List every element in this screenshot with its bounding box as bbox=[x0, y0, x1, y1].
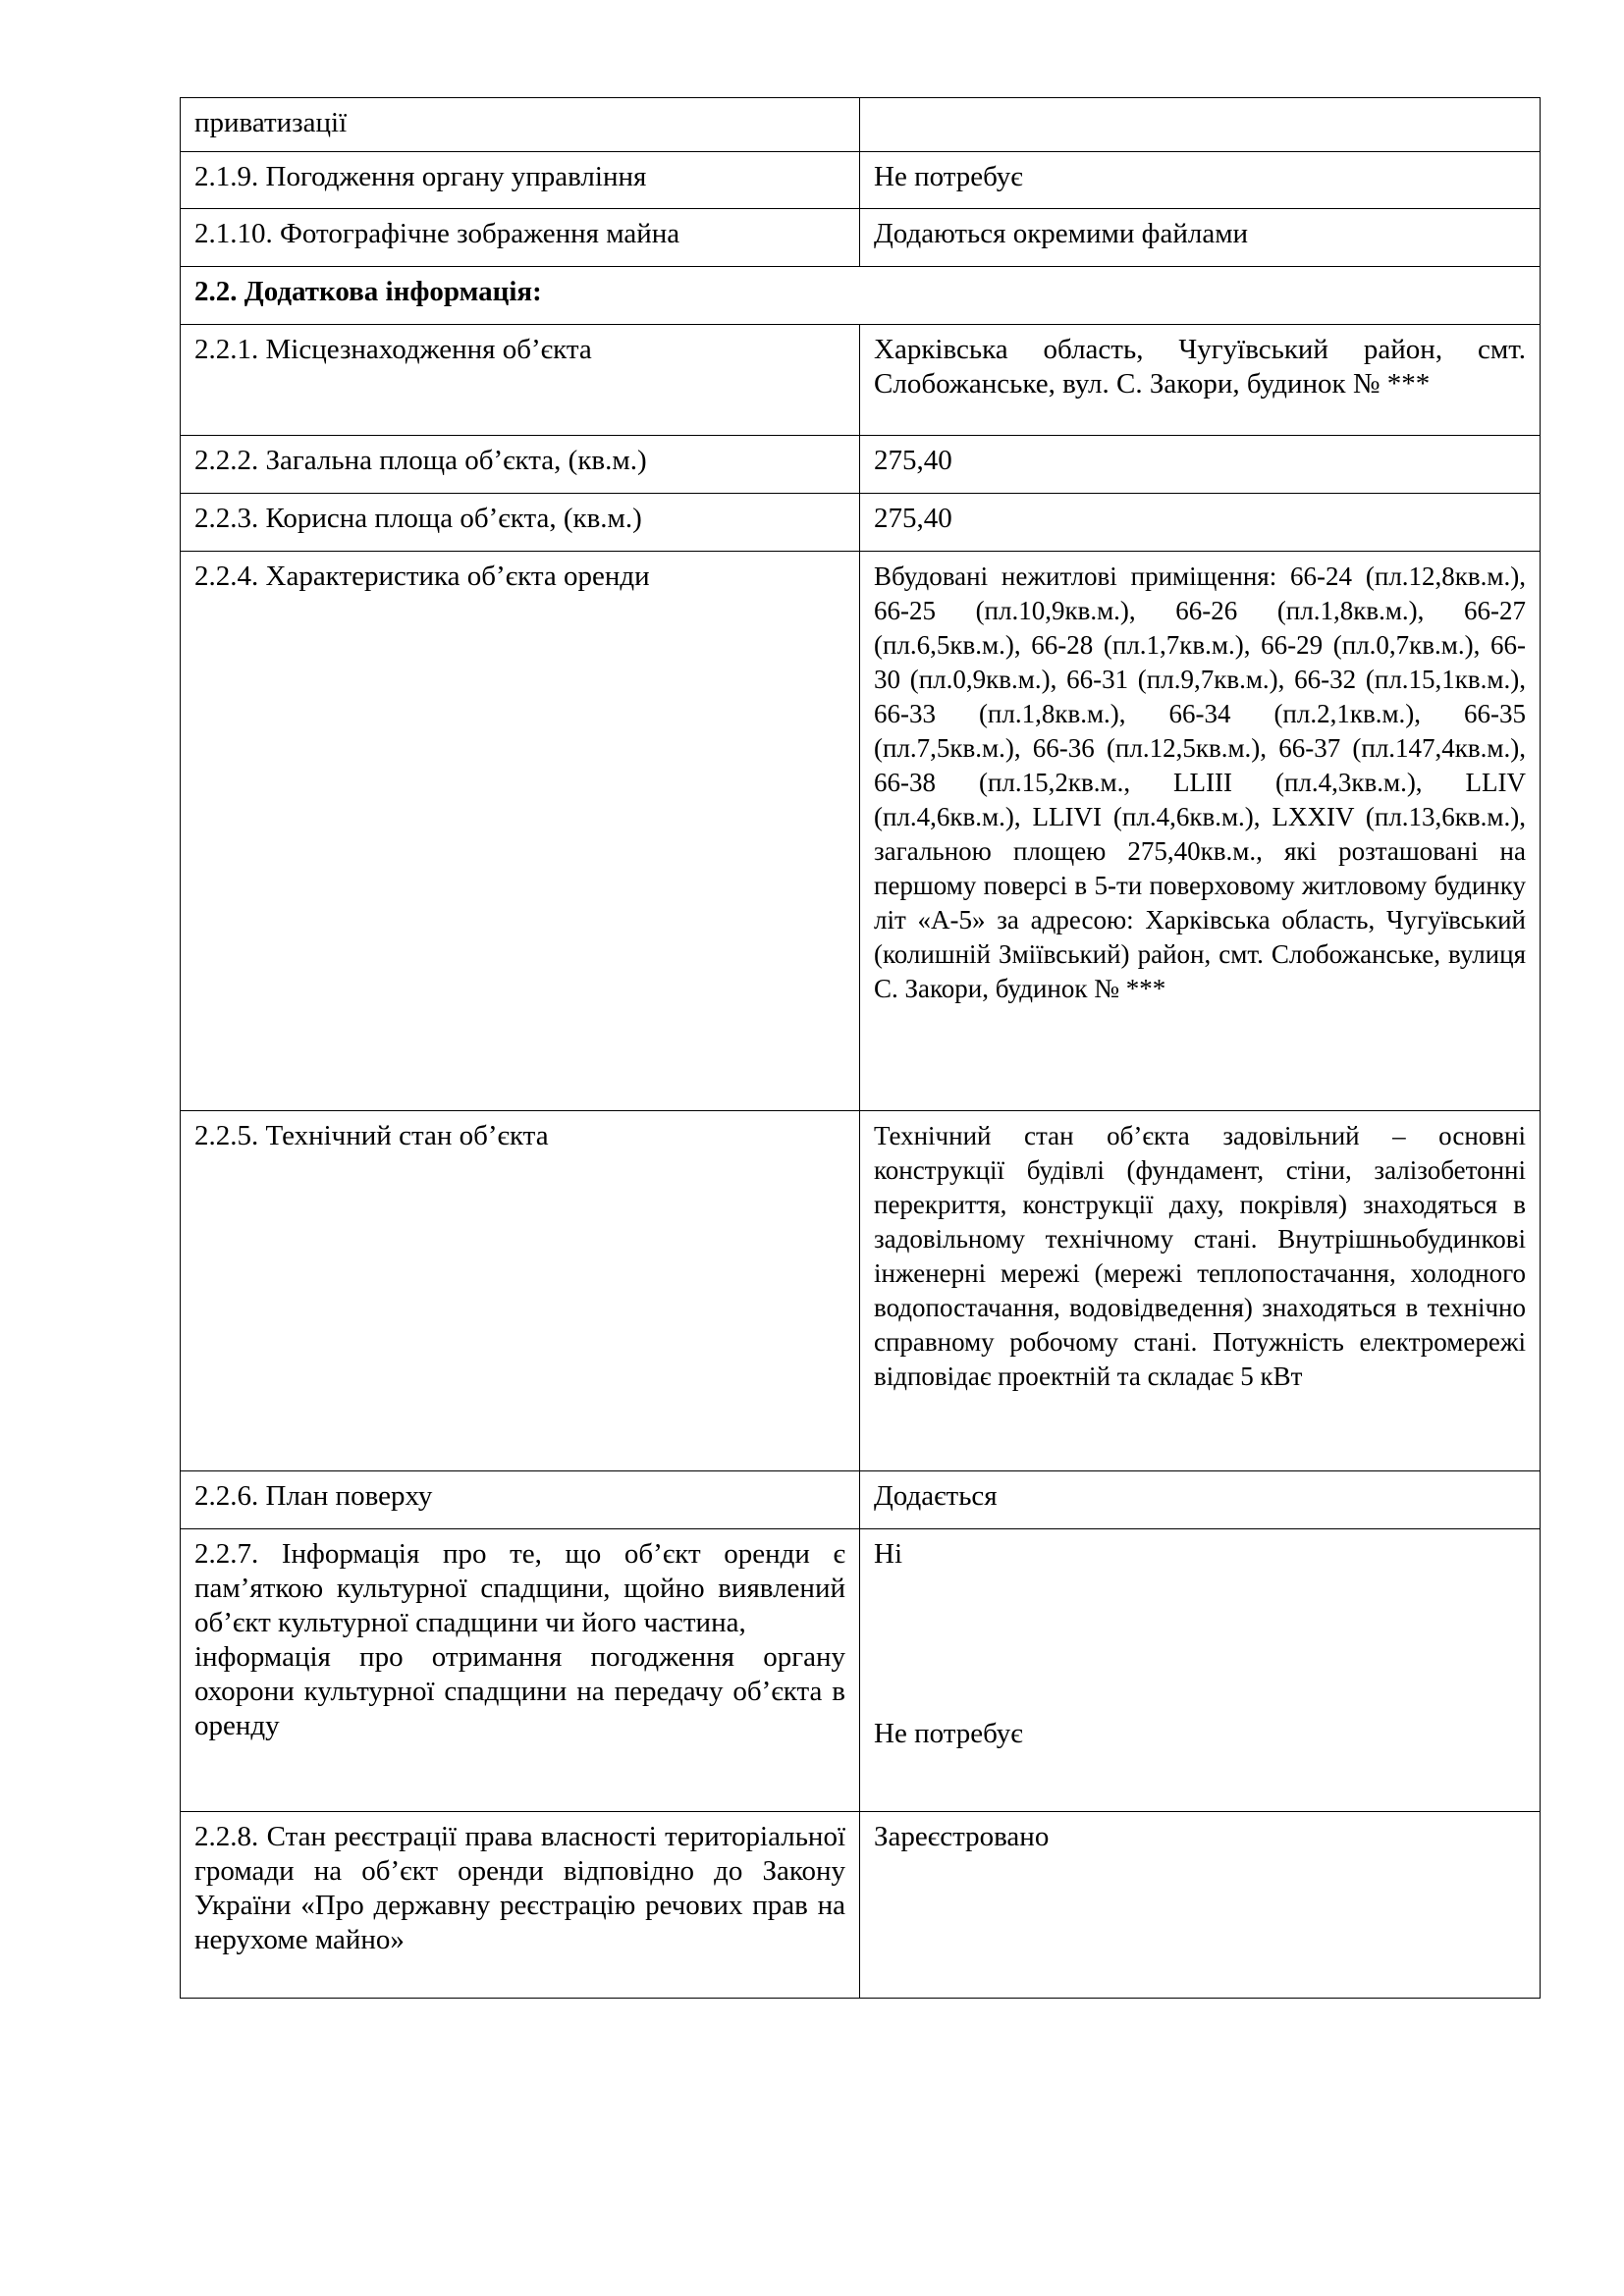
row-value: 275,40 bbox=[860, 494, 1541, 552]
row-value: Зареєстровано bbox=[860, 1812, 1541, 1999]
table-row bbox=[181, 1111, 1541, 1471]
row-label: 2.2.1. Місцезнаходження об’єкта bbox=[181, 325, 860, 436]
row-label: 2.2.2. Загальна площа об’єкта, (кв.м.) bbox=[181, 436, 860, 494]
row-label: приватизації bbox=[181, 98, 860, 152]
row-label bbox=[181, 1529, 860, 1812]
table-row bbox=[181, 152, 1541, 209]
table-row bbox=[181, 494, 1541, 552]
table-row bbox=[181, 98, 1541, 152]
heritage-approval-value: Не потребує bbox=[874, 1718, 1023, 1749]
row-value: Додаються окремими файлами bbox=[860, 209, 1541, 267]
heritage-approval-label: інформація про отримання погодження органу охорони культурної спадщини на передачу об’єкта в оренду bbox=[194, 1641, 845, 1741]
row-label: 2.2.5. Технічний стан об’єкта bbox=[181, 1111, 860, 1471]
row-label: 2.2.4. Характеристика об’єкта оренди bbox=[181, 552, 860, 1111]
row-value bbox=[860, 98, 1541, 152]
section-header-row bbox=[181, 267, 1541, 325]
row-label: 2.2.6. План поверху bbox=[181, 1471, 860, 1529]
table-row bbox=[181, 209, 1541, 267]
row-value bbox=[860, 1529, 1541, 1812]
row-value: Не потребує bbox=[860, 152, 1541, 209]
row-label: 2.1.10. Фотографічне зображення майна bbox=[181, 209, 860, 267]
table-row bbox=[181, 436, 1541, 494]
row-value: Технічний стан об’єкта задовільний – основні конструкції будівлі (фундамент, стіни, залізобетонні перекриття, конструкції даху, покрівля) знаходяться в задовільному технічному стані. Внутрішньобудинкові інженерні мережі (мережі теплопостачання, холодного водопостачання, водовідведення) знаходяться в технічно справному робочому стані. Потужність електромережі відповідає проектній та складає 5 кВт bbox=[860, 1111, 1541, 1471]
row-value: Харківська область, Чугуївський район, смт. Слобожанське, вул. С. Закори, будинок № *** bbox=[860, 325, 1541, 436]
document-page bbox=[180, 97, 1540, 1999]
heritage-info-label: 2.2.7. Інформація про те, що об’єкт оренди є пам’яткою культурної спадщини, щойно виявлений об’єкт культурної спадщини чи його частина, bbox=[194, 1538, 845, 1638]
table-row bbox=[181, 1812, 1541, 1999]
row-value: Вбудовані нежитлові приміщення: 66-24 (пл.12,8кв.м.), 66-25 (пл.10,9кв.м.), 66-26 (пл.1,8кв.м.), 66-27 (пл.6,5кв.м.), 66-28 (пл.1,7кв.м.), 66-29 (пл.0,7кв.м.), 66-30 (пл.0,9кв.м.), 66-31 (пл.9,7кв.м.), 66-32 (пл.15,1кв.м.), 66-33 (пл.1,8кв.м.), 66-34 (пл.2,1кв.м.), 66-35 (пл.7,5кв.м.), 66-36 (пл.12,5кв.м.), 66-37 (пл.147,4кв.м.), 66-38 (пл.15,2кв.м., LLIII (пл.4,3кв.м.), LLIV (пл.4,6кв.м.), LLIVI (пл.4,6кв.м.), LXXIV (пл.13,6кв.м.), загальною площею 275,40кв.м., які розташовані на першому поверсі в 5-ти поверховому житловому будинку літ «А-5» за адресою: Харківська область, Чугуївський (колишній Зміївський) район, смт. Слобожанське, вулиця С. Закори, будинок № *** bbox=[860, 552, 1541, 1111]
row-value: 275,40 bbox=[860, 436, 1541, 494]
row-label: 2.2.3. Корисна площа об’єкта, (кв.м.) bbox=[181, 494, 860, 552]
row-label: 2.1.9. Погодження органу управління bbox=[181, 152, 860, 209]
row-label: 2.2.8. Стан реєстрації права власності територіальної громади на об’єкт оренди відповідно до Закону України «Про державну реєстрацію речових прав на нерухоме майно» bbox=[181, 1812, 860, 1999]
table-row bbox=[181, 1529, 1541, 1812]
table-row bbox=[181, 325, 1541, 436]
heritage-info-value: Ні bbox=[874, 1538, 902, 1570]
table-row bbox=[181, 552, 1541, 1111]
row-value: Додається bbox=[860, 1471, 1541, 1529]
section-title: 2.2. Додаткова інформація: bbox=[181, 267, 1541, 325]
property-info-table bbox=[180, 97, 1541, 1999]
table-row bbox=[181, 1471, 1541, 1529]
